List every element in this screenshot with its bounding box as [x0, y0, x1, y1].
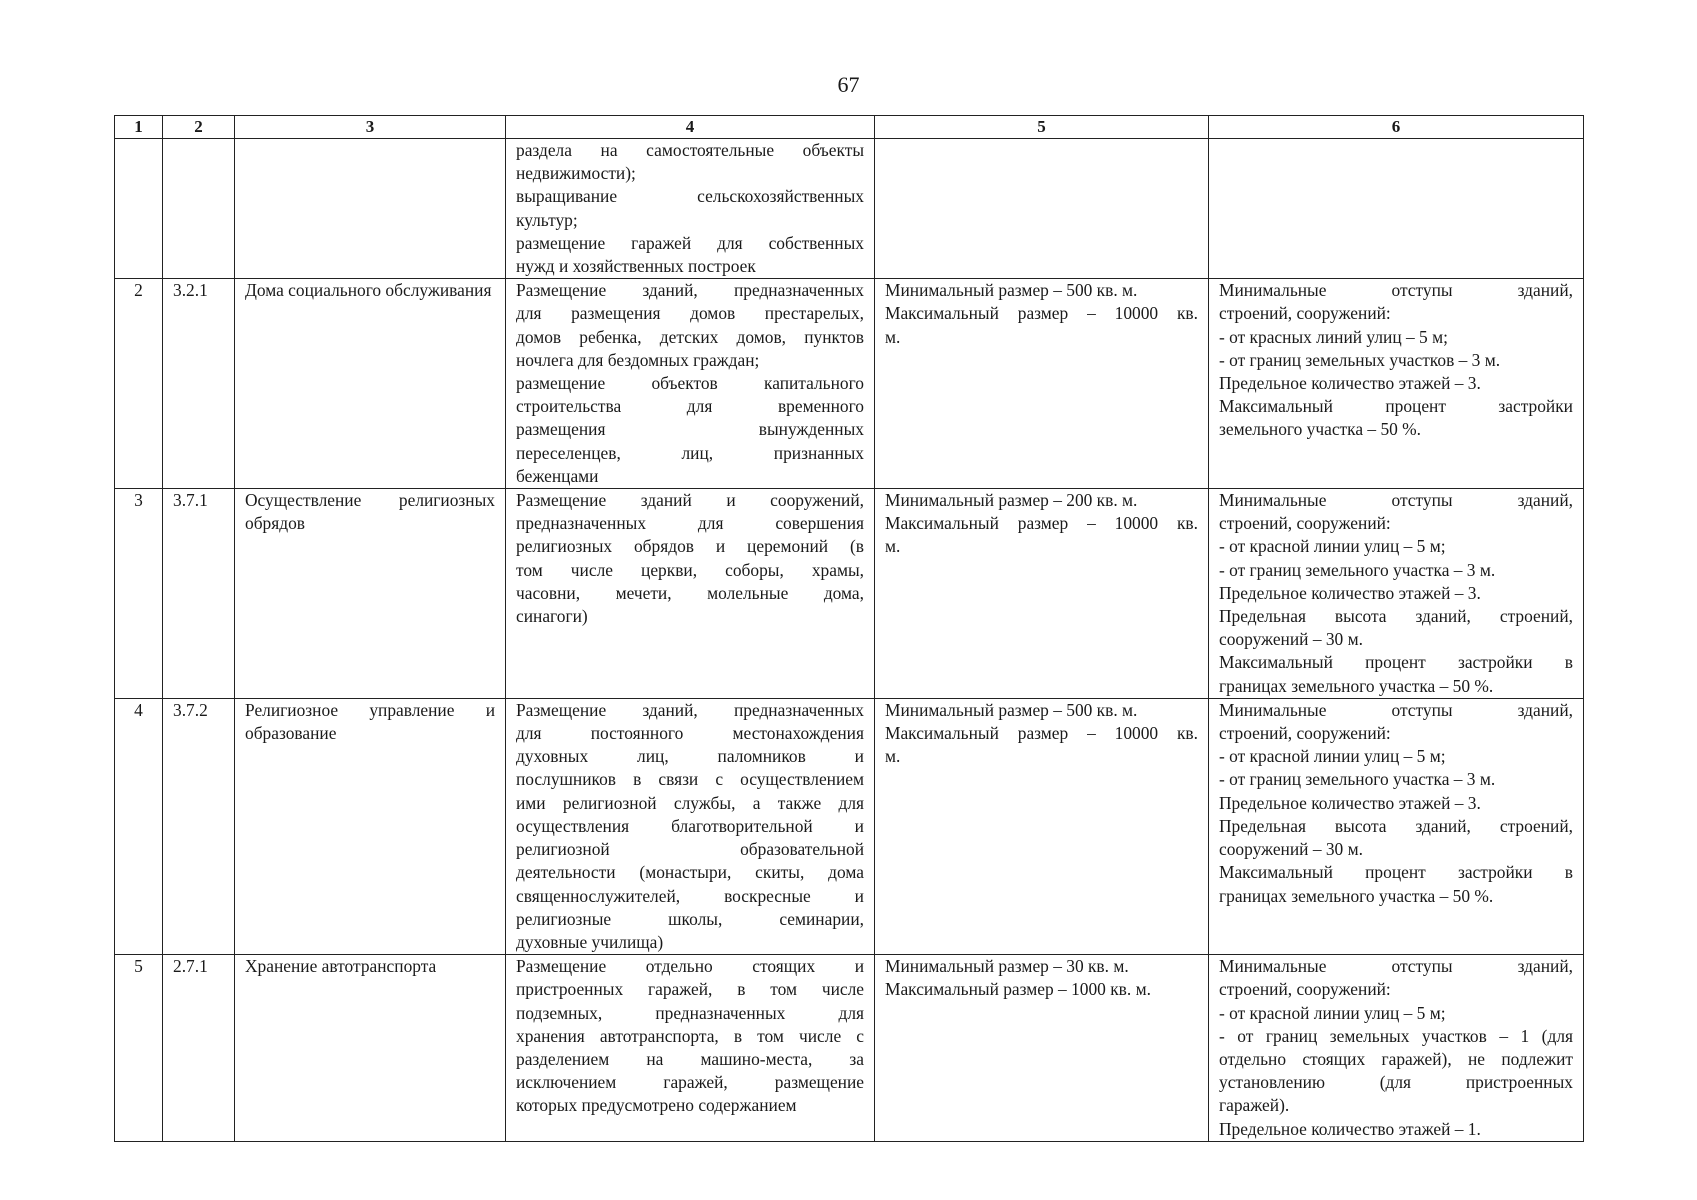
text-line: земельного участка – 50 %.	[1219, 419, 1422, 440]
plot-size-cell	[875, 955, 1209, 1142]
land-use-table	[114, 115, 1584, 1142]
text-line: Минимальные отступы зданий,	[1219, 280, 1573, 301]
table-row	[115, 698, 1584, 954]
classifier-code-cell: 3.2.1	[163, 279, 235, 489]
text-line: которых предусмотрено содержанием	[516, 1095, 797, 1116]
column-header: 5	[875, 116, 1209, 139]
text-line: часовни, мечети, молельные дома,	[516, 582, 864, 603]
construction-params-cell	[1209, 139, 1584, 279]
text-line: Минимальные отступы зданий,	[1219, 490, 1573, 511]
construction-params-cell	[1209, 698, 1584, 954]
row-number-cell	[115, 139, 163, 279]
text-line: том числе церкви, соборы, храмы,	[516, 559, 864, 580]
text-line: Максимальный процент застройки в	[1219, 862, 1573, 883]
text-line: сооружений – 30 м.	[1219, 839, 1363, 860]
text-line: Предельная высота зданий, строений,	[1219, 606, 1573, 627]
plot-size-cell	[875, 489, 1209, 699]
text-line: религиозных обрядов и церемоний (в	[516, 536, 864, 557]
text-line: ночлега для бездомных граждан;	[516, 349, 760, 370]
text-line: строительства для временного	[516, 396, 864, 417]
text-line: м.	[885, 536, 901, 557]
text-line: - от границ земельных участков – 3 м.	[1219, 349, 1501, 370]
page-number: 67	[837, 72, 860, 97]
classifier-code-cell: 3.7.2	[163, 698, 235, 954]
text-line: Максимальный размер – 10000 кв.	[885, 723, 1198, 744]
text-line: беженцами	[516, 465, 599, 486]
row-number-cell: 5	[115, 955, 163, 1142]
text-line: - от границ земельного участка – 3 м.	[1219, 559, 1496, 580]
text-line: сооружений – 30 м.	[1219, 629, 1363, 650]
text-line: отдельно стоящих гаражей), не подлежит	[1219, 1048, 1573, 1069]
table-row	[115, 139, 1584, 279]
text-line: Минимальный размер – 200 кв. м.	[885, 490, 1138, 511]
text-line: - от границ земельных участков – 1 (для	[1219, 1025, 1573, 1046]
text-line: раздела на самостоятельные объекты	[516, 140, 864, 160]
text-line: выращивание сельскохозяйственных	[516, 186, 864, 207]
text-line: исключением гаражей, размещение	[516, 1072, 864, 1093]
classifier-code-cell	[163, 139, 235, 279]
text-line: Минимальный размер – 500 кв. м.	[885, 699, 1138, 720]
text-line: для размещения домов престарелых,	[516, 303, 864, 324]
column-header: 1	[115, 116, 163, 139]
table-row	[115, 955, 1584, 1142]
text-line: установлению (для пристроенных	[1219, 1072, 1573, 1093]
text-line: строений, сооружений:	[1219, 303, 1391, 324]
text-line: - от красной линии улиц – 5 м;	[1219, 536, 1446, 557]
use-type-name-cell: Дома социального обслуживания	[235, 279, 506, 489]
text-line: - от красной линии улиц – 5 м;	[1219, 746, 1446, 767]
text-line: Минимальные отступы зданий,	[1219, 699, 1573, 720]
text-line: границах земельного участка – 50 %.	[1219, 885, 1494, 906]
text-line: Минимальные отступы зданий,	[1219, 956, 1573, 977]
text-line: Предельное количество этажей – 3.	[1219, 582, 1481, 603]
text-line: Размещение отдельно стоящих и	[516, 956, 864, 977]
column-header: 6	[1209, 116, 1584, 139]
text-line: - от красной линии улиц – 5 м;	[1219, 1002, 1446, 1023]
text-line: Максимальный размер – 1000 кв. м.	[885, 979, 1151, 1000]
text-line: гаражей).	[1219, 1095, 1290, 1116]
description-cell	[506, 955, 875, 1142]
use-type-name-cell: Религиозное управление и образование	[235, 698, 506, 954]
description-cell	[506, 489, 875, 699]
text-line: строений, сооружений:	[1219, 513, 1391, 534]
text-line: пристроенных гаражей, в том числе	[516, 979, 864, 1000]
text-line: хранения автотранспорта, в том числе с	[516, 1025, 864, 1046]
text-line: ими религиозной службы, а также для	[516, 792, 864, 813]
text-line: для постоянного местонахождения	[516, 723, 864, 744]
row-number-cell: 2	[115, 279, 163, 489]
classifier-code-cell: 2.7.1	[163, 955, 235, 1142]
text-line: Максимальный процент застройки	[1219, 396, 1573, 417]
text-line: Предельное количество этажей – 3.	[1219, 373, 1481, 394]
construction-params-cell	[1209, 489, 1584, 699]
text-line: Размещение зданий, предназначенных	[516, 699, 864, 720]
text-line: религиозной образовательной	[516, 839, 864, 860]
construction-params-cell	[1209, 955, 1584, 1142]
text-line: Предельное количество этажей – 3.	[1219, 792, 1481, 813]
row-number-cell: 3	[115, 489, 163, 699]
text-line: Максимальный размер – 10000 кв.	[885, 303, 1198, 324]
text-line: Размещение зданий, предназначенных	[516, 280, 864, 301]
row-number-cell: 4	[115, 698, 163, 954]
text-line: размещение объектов капитального	[516, 373, 864, 394]
column-header: 2	[163, 116, 235, 139]
column-header: 4	[506, 116, 875, 139]
text-line: - от границ земельного участка – 3 м.	[1219, 769, 1496, 790]
text-line: Предельная высота зданий, строений,	[1219, 815, 1573, 836]
construction-params-cell	[1209, 279, 1584, 489]
text-line: предназначенных для совершения	[516, 513, 864, 534]
text-line: переселенцев, лиц, признанных	[516, 442, 864, 463]
text-line: синагоги)	[516, 606, 588, 627]
text-line: духовных лиц, паломников и	[516, 746, 864, 767]
text-line: культур;	[516, 209, 578, 230]
text-line: размещение гаражей для собственных	[516, 232, 864, 253]
text-line: осуществления благотворительной и	[516, 815, 864, 836]
text-line: размещения вынужденных	[516, 419, 864, 440]
use-type-name-cell	[235, 139, 506, 279]
table-header-row	[115, 116, 1584, 139]
use-type-name-cell: Осуществление религиозных обрядов	[235, 489, 506, 699]
text-line: границах земельного участка – 50 %.	[1219, 675, 1494, 696]
text-line: недвижимости);	[516, 163, 636, 184]
table-row	[115, 279, 1584, 489]
text-line: Максимальный процент застройки в	[1219, 652, 1573, 673]
text-line: Минимальный размер – 30 кв. м.	[885, 956, 1129, 977]
text-line: Минимальный размер – 500 кв. м.	[885, 280, 1138, 301]
text-line: деятельности (монастыри, скиты, дома	[516, 862, 864, 883]
classifier-code-cell: 3.7.1	[163, 489, 235, 699]
column-header: 3	[235, 116, 506, 139]
description-cell	[506, 698, 875, 954]
text-line: духовные училища)	[516, 931, 664, 952]
text-line: домов ребенка, детских домов, пунктов	[516, 326, 864, 347]
text-line: Предельное количество этажей – 1.	[1219, 1118, 1481, 1139]
plot-size-cell	[875, 698, 1209, 954]
text-line: послушников в связи с осуществлением	[516, 769, 864, 790]
text-line: нужд и хозяйственных построек	[516, 256, 756, 277]
plot-size-cell	[875, 279, 1209, 489]
text-line: м.	[885, 326, 901, 347]
text-line: Максимальный размер – 10000 кв.	[885, 513, 1198, 534]
text-line: строений, сооружений:	[1219, 723, 1391, 744]
text-line: м.	[885, 746, 901, 767]
text-line: подземных, предназначенных для	[516, 1002, 864, 1023]
description-cell	[506, 279, 875, 489]
use-type-name-cell: Хранение автотранспорта	[235, 955, 506, 1142]
text-line: священнослужителей, воскресные и	[516, 885, 864, 906]
text-line: разделением на машино-места, за	[516, 1048, 864, 1069]
text-line: религиозные школы, семинарии,	[516, 908, 864, 929]
plot-size-cell	[875, 139, 1209, 279]
text-line: - от красных линий улиц – 5 м;	[1219, 326, 1448, 347]
text-line: Размещение зданий и сооружений,	[516, 490, 864, 511]
description-cell	[506, 139, 875, 279]
table-row	[115, 489, 1584, 699]
text-line: строений, сооружений:	[1219, 979, 1391, 1000]
